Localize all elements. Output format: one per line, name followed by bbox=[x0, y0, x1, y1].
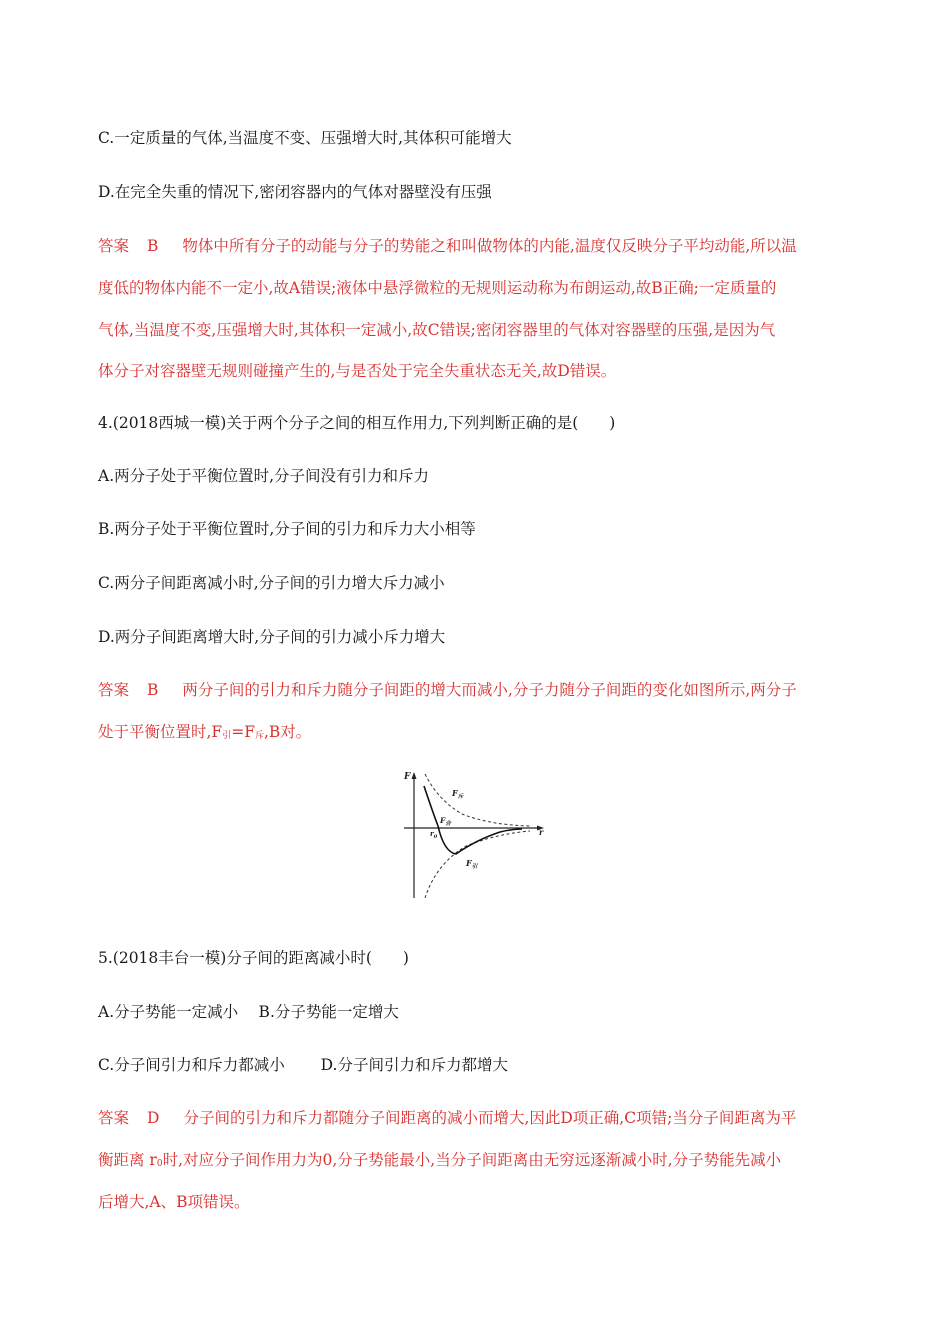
net-force-curve bbox=[424, 786, 522, 854]
q3-answer-line-1 bbox=[98, 236, 858, 256]
answer-text: 处于平衡位置时,F bbox=[98, 723, 223, 741]
subscript: 斥 bbox=[254, 731, 264, 741]
repulsion-label: $F_斥$ bbox=[452, 788, 464, 800]
q5-option-cd: C.分子间引力和斥力都减小 D.分子间引力和斥力都增大 bbox=[98, 1056, 508, 1074]
subscript: 引 bbox=[222, 731, 232, 741]
q3-answer-line-4: 体分子对容器壁无规则碰撞产生的,与是否处于完全失重状态无关,故D错误。 bbox=[98, 362, 617, 380]
x-axis-label: r bbox=[539, 827, 544, 837]
q3-answer-line-2: 度低的物体内能不一定小,故A错误;液体中悬浮微粒的无规则运动称为布朗运动,故B正确;一定质量的 bbox=[98, 279, 777, 297]
q5-stem: 5.(2018丰台一模)分子间的距离减小时( ) bbox=[98, 949, 409, 967]
answer-key: D bbox=[147, 1109, 160, 1127]
answer-label: 答案 bbox=[98, 681, 130, 699]
answer-text: 衡距离 r bbox=[98, 1151, 157, 1169]
q4-option-b: B.两分子处于平衡位置时,分子间的引力和斥力大小相等 bbox=[98, 520, 476, 538]
r0-label: $r_0$ bbox=[430, 829, 438, 840]
answer-label: 答案 bbox=[98, 1109, 130, 1127]
answer-key: B bbox=[147, 681, 159, 699]
net-force-label: $F_合$ bbox=[440, 816, 451, 827]
q4-option-a: A.两分子处于平衡位置时,分子间没有引力和斥力 bbox=[98, 467, 430, 485]
q4-option-c: C.两分子间距离减小时,分子间的引力增大斥力减小 bbox=[98, 574, 445, 592]
q4-stem: 4.(2018西城一模)关于两个分子之间的相互作用力,下列判断正确的是( ) bbox=[98, 414, 616, 432]
subscript: 0 bbox=[156, 1159, 163, 1169]
answer-label: 答案 bbox=[98, 237, 130, 255]
q5-answer-line-3: 后增大,A、B项错误。 bbox=[98, 1193, 250, 1211]
answer-text: 两分子间的引力和斥力随分子间距的增大而减小,分子力随分子间距的变化如图所示,两分子 bbox=[182, 681, 797, 699]
answer-text: =F bbox=[231, 723, 255, 741]
q4-answer-line-2 bbox=[98, 722, 858, 746]
answer-text: 物体中所有分子的动能与分子的势能之和叫做物体的内能,温度仅反映分子平均动能,所以温 bbox=[182, 237, 797, 255]
answer-key: B bbox=[147, 237, 159, 255]
q4-answer-line-1 bbox=[98, 680, 858, 700]
q5-answer-line-1 bbox=[98, 1108, 858, 1128]
q3-option-d: D.在完全失重的情况下,密闭容器内的气体对器壁没有压强 bbox=[98, 183, 492, 201]
q3-answer-line-3: 气体,当温度不变,压强增大时,其体积一定减小,故C错误;密闭容器里的气体对容器壁的压强,是因为气 bbox=[98, 321, 776, 339]
q5-answer-line-2 bbox=[98, 1150, 858, 1174]
attraction-label: $F_引$ bbox=[466, 858, 478, 870]
answer-text: 时,对应分子间作用力为0,分子势能最小,当分子间距离由无穷远逐渐减小时,分子势能先减小 bbox=[162, 1151, 782, 1169]
y-axis-label: F bbox=[404, 772, 411, 782]
y-axis-arrow bbox=[412, 772, 417, 779]
q5-option-ab: A.分子势能一定减小 B.分子势能一定增大 bbox=[98, 1003, 399, 1021]
q4-option-d: D.两分子间距离增大时,分子间的引力减小斥力增大 bbox=[98, 628, 446, 646]
q3-option-c: C.一定质量的气体,当温度不变、压强增大时,其体积可能增大 bbox=[98, 129, 512, 147]
molecular-force-figure bbox=[400, 768, 550, 903]
answer-text: ,B对。 bbox=[263, 723, 312, 741]
answer-text: 分子间的引力和斥力都随分子间距离的减小而增大,因此D项正确,C项错;当分子间距离为平 bbox=[183, 1109, 797, 1127]
